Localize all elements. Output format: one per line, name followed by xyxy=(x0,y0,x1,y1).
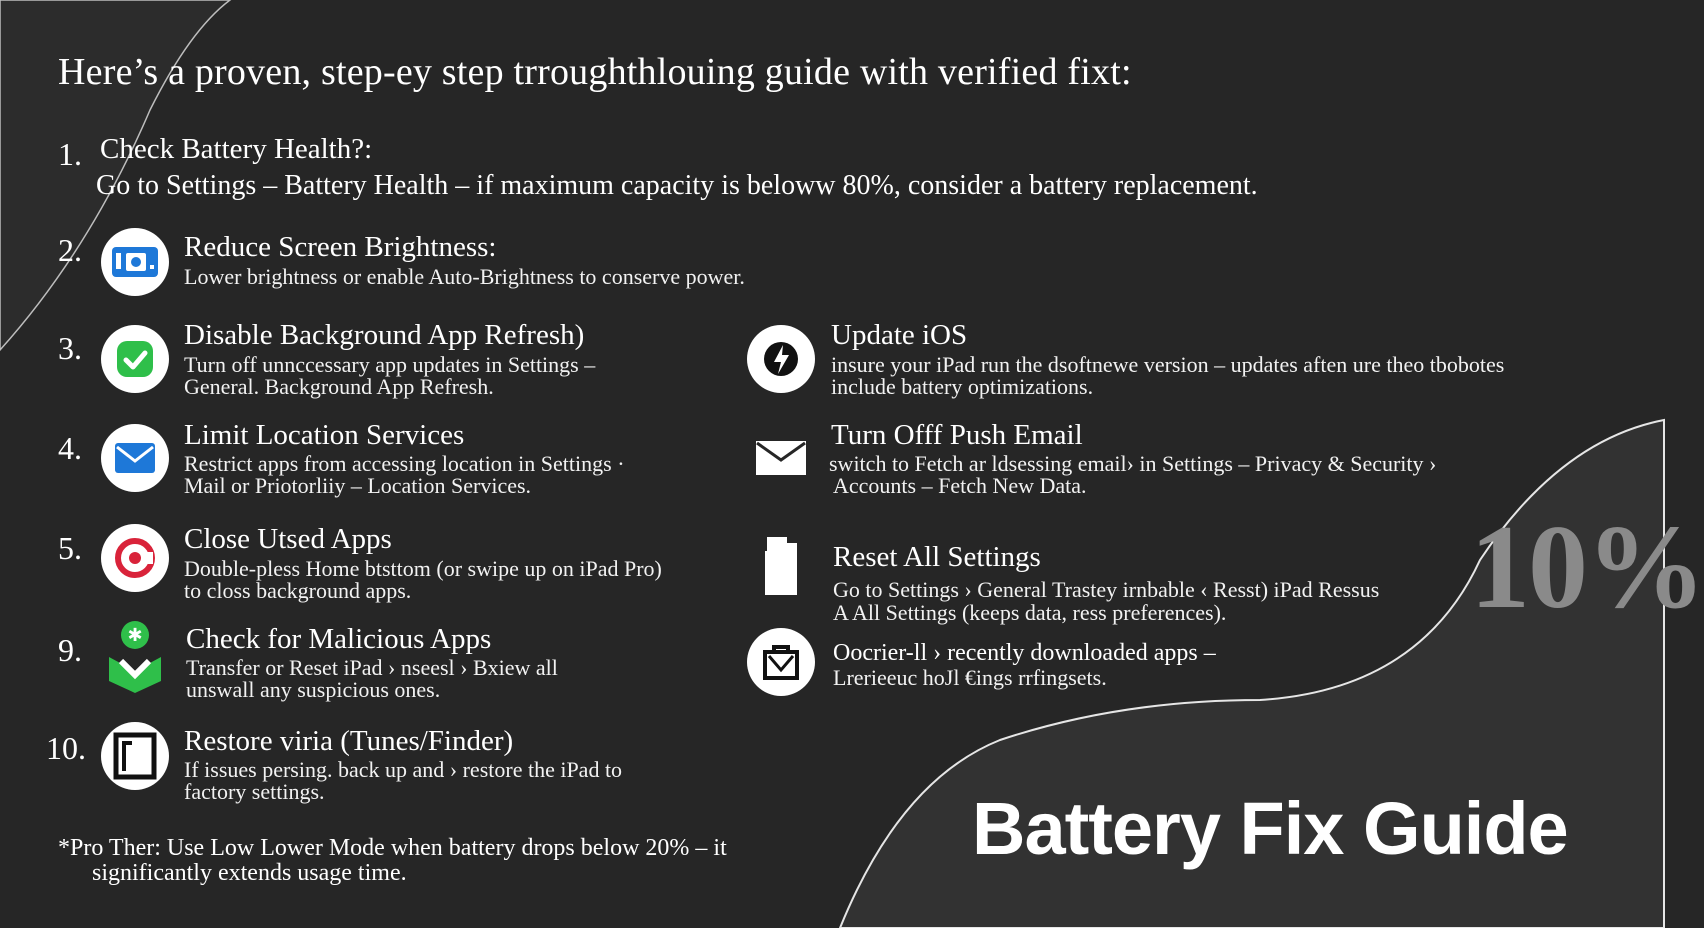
step-description: insure your iPad run the dsoftnewe version – updates aften ure theo tbobotes xyxy=(831,352,1505,377)
target-icon xyxy=(101,524,169,592)
step-title: Reset All Settings xyxy=(833,541,1041,573)
page-headline: Here’s a proven, step-ey step trroughthlouing guide with verified fixt: xyxy=(58,51,1132,93)
step-description: Transfer or Reset iPad › nseesl › Bxiew all xyxy=(186,655,558,680)
step-number: 9. xyxy=(58,632,82,668)
phone-icon xyxy=(747,532,815,600)
step-number: 2. xyxy=(58,232,82,268)
camera-icon xyxy=(101,228,169,296)
step-description: A All Settings (keeps data, ress preferences). xyxy=(833,600,1227,625)
step-title-rest: › recently downloaded apps – xyxy=(933,640,1216,666)
step-title: Restore viria (Tunes/Finder) xyxy=(184,725,514,757)
step-title: Update iOS xyxy=(831,319,968,351)
bolt-icon xyxy=(747,325,815,393)
step-description: Restrict apps from accessing location in Settings · xyxy=(184,451,625,476)
step-title: Check Battery Health?: xyxy=(100,133,373,165)
step-title: Limit Location Services xyxy=(184,419,465,451)
step-description: to closs background apps. xyxy=(184,578,412,603)
step-title: Reduce Screen Brightness: xyxy=(184,231,497,263)
step-description: Lower brightness or enable Auto-Brightness to conserve power. xyxy=(184,264,745,289)
step-title: Turn Offf Push Email xyxy=(831,419,1083,451)
frame-icon xyxy=(101,722,169,790)
step-description: Accounts – Fetch New Data. xyxy=(833,473,1087,498)
step-description: include battery optimizations. xyxy=(831,374,1094,399)
step-description: If issues persing. back up and › restore the iPad to xyxy=(184,757,623,782)
step-description: Go to Settings – Battery Health – if maximum capacity is beloww 80%, consider a battery replacement. xyxy=(96,170,1258,201)
step-title: Check for Malicious Apps xyxy=(186,623,492,655)
step-description: factory settings. xyxy=(184,779,325,804)
step-title xyxy=(833,640,1216,667)
percent-watermark: 10% xyxy=(1470,500,1704,633)
step-number: 3. xyxy=(58,330,82,366)
step-description: Lrerieeuc hoJl €ings rrfingsets. xyxy=(833,665,1107,690)
checkmark-icon xyxy=(101,325,169,393)
step-title-lead: Oocrier-ll xyxy=(833,640,928,666)
step-number: 4. xyxy=(58,430,82,466)
step-number: 10. xyxy=(46,730,86,766)
shield-icon xyxy=(101,622,169,690)
step-title: Disable Background App Refresh) xyxy=(184,319,585,351)
step-title: Close Utsed Apps xyxy=(184,523,392,555)
step-number: 1. xyxy=(58,136,82,172)
pro-tip xyxy=(58,836,727,886)
mail-icon xyxy=(101,424,169,492)
step-description: Mail or Priotorliiy – Location Services. xyxy=(184,473,532,498)
brand-title: Battery Fix Guide xyxy=(972,787,1568,870)
svg-text:✱: ✱ xyxy=(127,625,143,646)
step-description: switch to Fetch ar ldsessing email› in Settings – Privacy & Security › xyxy=(829,451,1437,476)
step-description: Go to Settings › General Trastey irnbable ‹ Resst) iPad Ressus xyxy=(833,577,1380,602)
pro-tip-line: significantly extends usage time. xyxy=(92,860,407,886)
step-description: unswall any suspicious ones. xyxy=(186,677,441,702)
step-description: General. Background App Refresh. xyxy=(184,374,494,399)
step-description: Turn off unnccessary app updates in Settings – xyxy=(184,352,596,377)
step-number: 5. xyxy=(58,530,82,566)
pro-tip-line: *Pro Ther: Use Low Lower Mode when battery drops below 20% – it xyxy=(58,835,727,861)
step-description: Double-pless Home btsttom (or swipe up on iPad Pro) xyxy=(184,556,662,581)
envelope-icon xyxy=(747,424,815,492)
bag-icon xyxy=(747,628,815,696)
